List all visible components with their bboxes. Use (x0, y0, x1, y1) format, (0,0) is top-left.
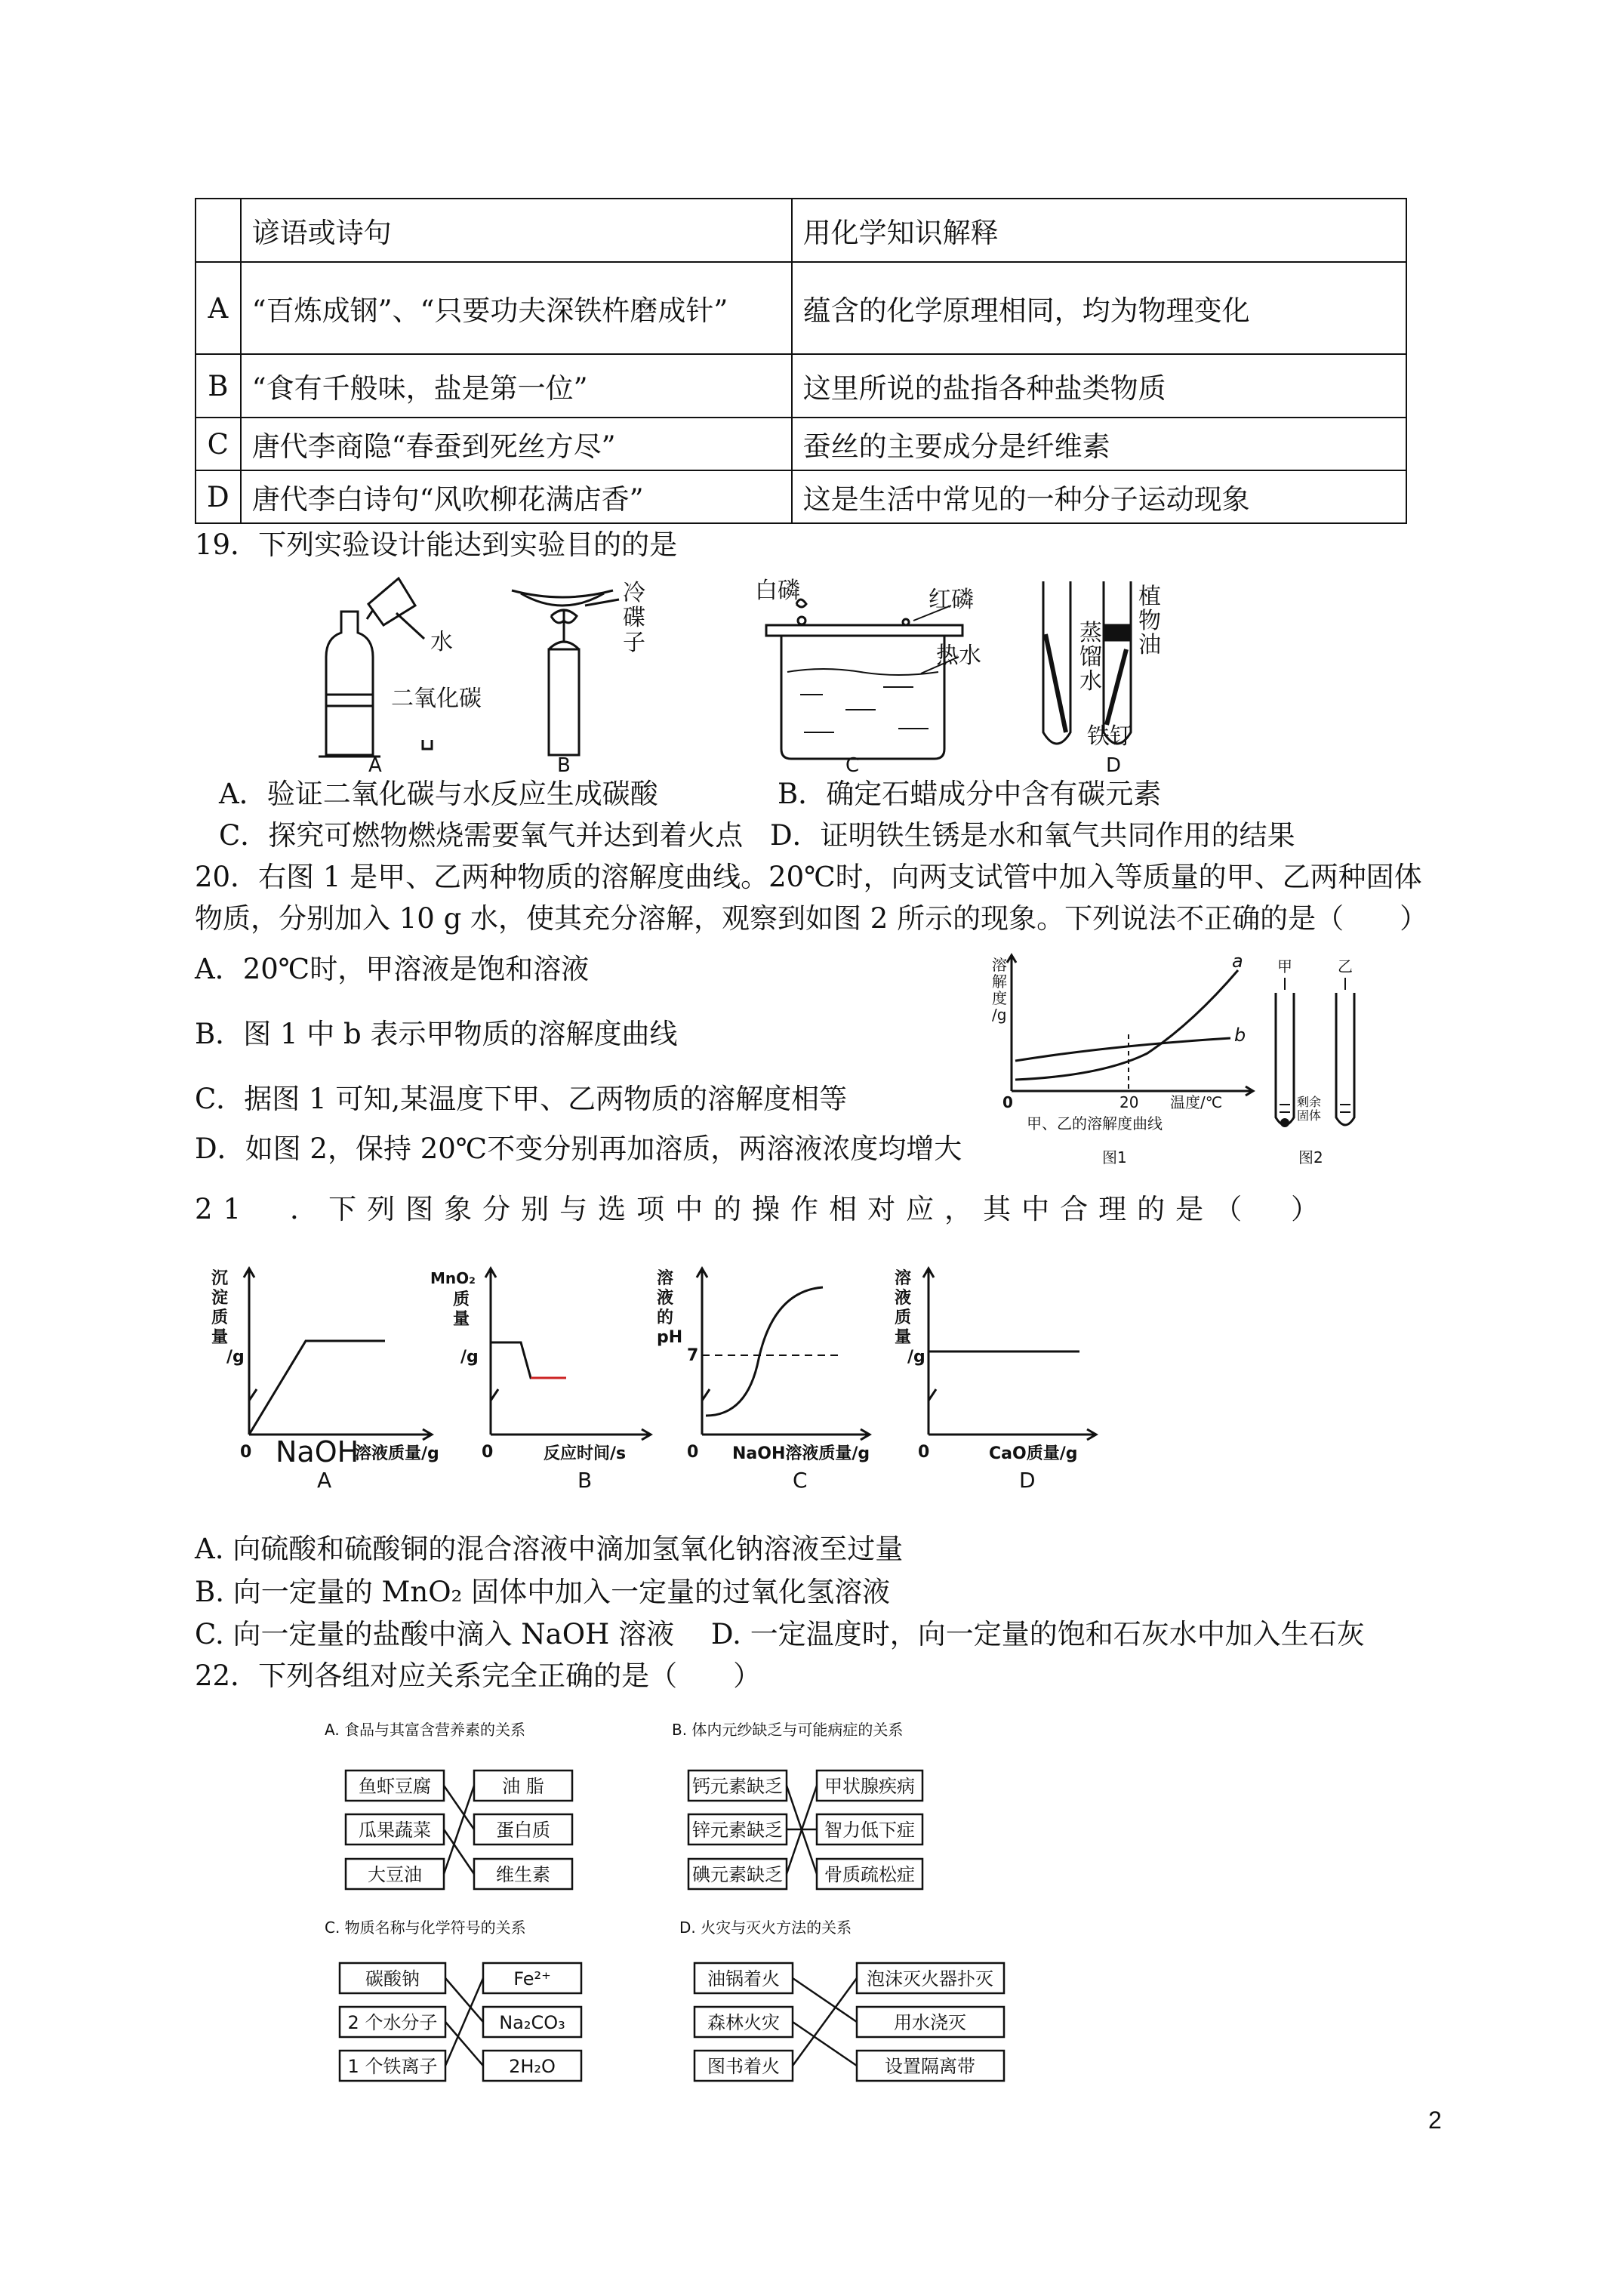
candle-icon (512, 590, 613, 755)
row-key: A (196, 262, 241, 354)
table-header-saying: 谚语或诗句 (241, 199, 792, 262)
chart-c-ylabel-1: 溶 (657, 1269, 674, 1288)
q22-d-right: 泡沫灭火器扑灭 (867, 1968, 993, 1989)
q22-b-left: 锌元素缺乏 (692, 1820, 783, 1841)
row-explain: 这里所说的盐指各种盐类物质 (792, 354, 1406, 418)
q19-option-d: D．证明铁生锈是水和氧气共同作用的结果 (770, 819, 1295, 852)
q21-stem: 21 ．下列图象分别与选项中的操作相对应，其中合理的是（ ） (195, 1193, 1330, 1225)
q22-d-right: 用水浇灭 (894, 2012, 966, 2033)
fig1-ylabel-1: 溶 (992, 956, 1007, 974)
label-D: D (1106, 754, 1122, 774)
chart-b-ylabel-3: 量 (453, 1310, 470, 1329)
curve-b (1015, 1038, 1230, 1061)
q22-a-left: 大豆油 (368, 1864, 422, 1885)
label-distilled-2: 馏 (1079, 644, 1102, 670)
q19-option-b: B．确定石蜡成分中含有碳元素 (778, 778, 1162, 810)
chart-c-ylabel-2: 液 (657, 1289, 674, 1308)
chart-a-ylabel-5: /g (226, 1348, 245, 1367)
label-white-p: 白磷 (755, 578, 800, 604)
label-distilled-3: 水 (1079, 668, 1102, 695)
row-key: C (196, 418, 241, 470)
chart-d-ylabel-1: 溶 (895, 1269, 912, 1288)
bottle-icon (319, 612, 380, 757)
q19-option-a: A．验证二氧化碳与水反应生成碳酸 (219, 778, 658, 810)
row-saying: “食有千般味，盐是第一位” (241, 354, 792, 418)
chart-c-line (706, 1287, 823, 1416)
table-header-key (196, 199, 241, 262)
fig1-xlabel: 温度/℃ (1170, 1093, 1223, 1111)
q20-option-a: A．20℃时，甲溶液是饱和溶液 (195, 953, 590, 985)
label-water: 水 (430, 629, 453, 655)
q22-a-title: A. 食品与其富含营养素的关系 (325, 1721, 526, 1739)
chart-a-line (249, 1341, 385, 1435)
label-zi: 子 (623, 630, 645, 656)
chart-c-seven: 7 (687, 1346, 699, 1365)
fig1-x20: 20 (1119, 1093, 1139, 1111)
q22-d-left: 图书着火 (707, 2056, 780, 2077)
chart-c-ylabel-4: pH (657, 1328, 683, 1347)
q21-option-a: A. 向硫酸和硫酸铜的混合溶液中滴加氢氧化钠溶液至过量 (195, 1533, 904, 1565)
table-row (196, 262, 1406, 354)
q22-d-right: 设置隔离带 (885, 2056, 975, 2077)
q22-d-left: 油锅着火 (707, 1968, 780, 1989)
chart-d-ylabel-2: 液 (895, 1289, 912, 1308)
label-oil-1: 植 (1138, 584, 1161, 610)
fig2-residue-1: 剩余 (1297, 1095, 1322, 1109)
q22-c-left: 2 个水分子 (347, 2012, 438, 2033)
q22-matching-diagrams (317, 1706, 1072, 2106)
q21-option-b: B. 向一定量的 MnO₂ 固体中加入一定量的过氧化氢溶液 (195, 1576, 891, 1608)
q19-option-c: C．探究可燃物燃烧需要氧气并达到着火点 (219, 819, 744, 852)
q19-stem: 19．下列实验设计能达到实验目的的是 (195, 529, 678, 561)
chart-a-naoh: NaOH (276, 1435, 359, 1469)
label-cold: 冷 (623, 580, 645, 606)
fig1-ylabel-3: 度 (992, 989, 1007, 1007)
chart-d-ylabel-4: 量 (895, 1328, 912, 1347)
chart-d-ylabel-5: /g (907, 1348, 925, 1367)
chart-a-xlabel: 溶液质量/g (355, 1444, 439, 1463)
page-number: 2 (1428, 2106, 1442, 2134)
chart-c-xlabel: NaOH溶液质量/g (732, 1444, 870, 1463)
fig1-caption: 甲、乙的溶解度曲线 (1027, 1114, 1163, 1133)
fig1-ylabel-2: 解 (992, 972, 1007, 991)
table-row (196, 470, 1406, 523)
table-row (196, 418, 1406, 470)
label-hot-water: 热水 (936, 643, 981, 669)
q22-a-right: 维生素 (496, 1864, 550, 1885)
label-oil-3: 油 (1138, 632, 1161, 658)
chart-a-origin: 0 (240, 1443, 252, 1462)
row-saying: “百炼成钢”、“只要功夫深铁杵磨成针” (241, 262, 792, 354)
chart-b-line (491, 1342, 566, 1378)
fig2-jia: 甲 (1277, 957, 1292, 975)
chart-a-ylabel-3: 质 (211, 1308, 229, 1327)
q20-option-c: C．据图 1 可知,某温度下甲、乙两物质的溶解度相等 (195, 1083, 848, 1115)
q20-stem-line1: 20．右图 1 是甲、乙两种物质的溶解度曲线。20℃时，向两支试管中加入等质量的甲、乙两种固体 (195, 861, 1422, 893)
q22-d-left: 森林火灾 (707, 2012, 780, 2033)
fig1-origin: 0 (1002, 1093, 1013, 1111)
chart-b-ylabel-1: MnO₂ (430, 1269, 476, 1287)
fig1-ylabel-4: /g (992, 1006, 1007, 1024)
row-saying: 唐代李白诗句“风吹柳花满店香” (241, 470, 792, 523)
beaker-icon (766, 599, 962, 759)
table-header-explain: 用化学知识解释 (792, 199, 1406, 262)
fig2-residue-2: 固体 (1297, 1108, 1322, 1123)
q22-stem: 22．下列各组对应关系完全正确的是（ ） (195, 1660, 762, 1692)
q21-option-cd: C. 向一定量的盐酸中滴入 NaOH 溶液 D. 一定温度时，向一定量的饱和石灰水中加入生石灰 (195, 1618, 1365, 1650)
row-explain: 这是生活中常见的一种分子运动现象 (792, 470, 1406, 523)
q20-stem-line2: 物质，分别加入 10 g 水，使其充分溶解，观察到如图 2 所示的现象。下列说法不正确的是（ ） (195, 902, 1428, 935)
table-row (196, 354, 1406, 418)
label-oil-2: 物 (1138, 608, 1161, 634)
label-nail: 铁钉 (1087, 723, 1132, 750)
label-C: C (845, 754, 860, 774)
chart-b-ylabel-4: /g (460, 1348, 479, 1367)
q22-a-left: 鱼虾豆腐 (359, 1776, 431, 1797)
q22-a-right: 油 脂 (502, 1776, 544, 1797)
chart-b-ylabel-2: 质 (453, 1290, 470, 1309)
chart-d-xlabel: CaO质量/g (989, 1444, 1078, 1463)
chart-a-ylabel-1: 沉 (211, 1269, 229, 1288)
chart-c-ylabel-3: 的 (657, 1308, 674, 1327)
q22-b-left: 碘元素缺乏 (692, 1864, 783, 1885)
q22-c-left: 碳酸钠 (365, 1968, 420, 1989)
q22-b-left: 钙元素缺乏 (692, 1776, 783, 1797)
q19-apparatus-figure (302, 574, 1208, 774)
curve-a-label: a (1232, 951, 1243, 972)
q20-option-b: B．图 1 中 b 表示甲物质的溶解度曲线 (195, 1018, 678, 1050)
label-B: B (557, 754, 571, 774)
q22-c-title: C. 物质名称与化学符号的关系 (325, 1918, 526, 1937)
label-co2: 二氧化碳 (391, 686, 482, 712)
chart-b-origin: 0 (482, 1443, 494, 1462)
q22-c-left: 1 个铁离子 (347, 2056, 438, 2077)
q22-b-right: 骨质疏松症 (824, 1864, 915, 1885)
q22-b-right: 甲状腺疾病 (824, 1776, 915, 1797)
fig1-name: 图1 (1102, 1148, 1127, 1166)
chart-a-name: A (317, 1468, 332, 1493)
label-red-p: 红磷 (929, 587, 974, 613)
chart-d-name: D (1019, 1468, 1036, 1493)
q22-c-right: 2H₂O (509, 2056, 556, 2077)
row-key: D (196, 470, 241, 523)
label-plate: 碟 (623, 605, 645, 631)
chart-b-xlabel: 反应时间/s (544, 1444, 627, 1463)
q22-c-right: Na₂CO₃ (499, 2012, 565, 2033)
label-distilled-1: 蒸 (1079, 620, 1102, 646)
proverb-table (195, 198, 1407, 524)
row-saying: 唐代李商隐“春蚕到死丝方尽” (241, 418, 792, 470)
q20-option-d: D．如图 2，保持 20℃不变分别再加溶质，两溶液浓度均增大 (195, 1133, 962, 1165)
chart-c-origin: 0 (687, 1443, 699, 1462)
row-explain: 蚕丝的主要成分是纤维素 (792, 418, 1406, 470)
solubility-figures (981, 948, 1374, 1174)
fig2-yi: 乙 (1338, 957, 1353, 975)
q22-b-title: B. 体内元纱缺乏与可能病症的关系 (672, 1721, 904, 1739)
chart-b-name: B (577, 1468, 593, 1493)
label-A: A (368, 754, 382, 774)
q21-charts (204, 1261, 1185, 1502)
curve-a (1015, 970, 1238, 1080)
table-header-row (196, 199, 1406, 262)
chart-a-ylabel-4: 量 (211, 1328, 229, 1347)
chart-d-ylabel-3: 质 (895, 1308, 912, 1327)
row-explain: 蕴含的化学原理相同，均为物理变化 (792, 262, 1406, 354)
q22-a-right: 蛋白质 (496, 1820, 550, 1841)
chart-a-ylabel-2: 淀 (211, 1289, 229, 1308)
q22-a-left: 瓜果蔬菜 (359, 1820, 431, 1841)
curve-b-label: b (1234, 1025, 1246, 1046)
q22-d-title: D. 火灾与灭火方法的关系 (679, 1918, 852, 1937)
cup-icon (367, 578, 415, 625)
q22-c-right: Fe²⁺ (513, 1968, 551, 1989)
row-key: B (196, 354, 241, 418)
q22-b-right: 智力低下症 (824, 1820, 915, 1841)
fig2-name: 图2 (1298, 1148, 1323, 1166)
chart-c-name: C (793, 1468, 808, 1493)
chart-d-origin: 0 (918, 1443, 930, 1462)
